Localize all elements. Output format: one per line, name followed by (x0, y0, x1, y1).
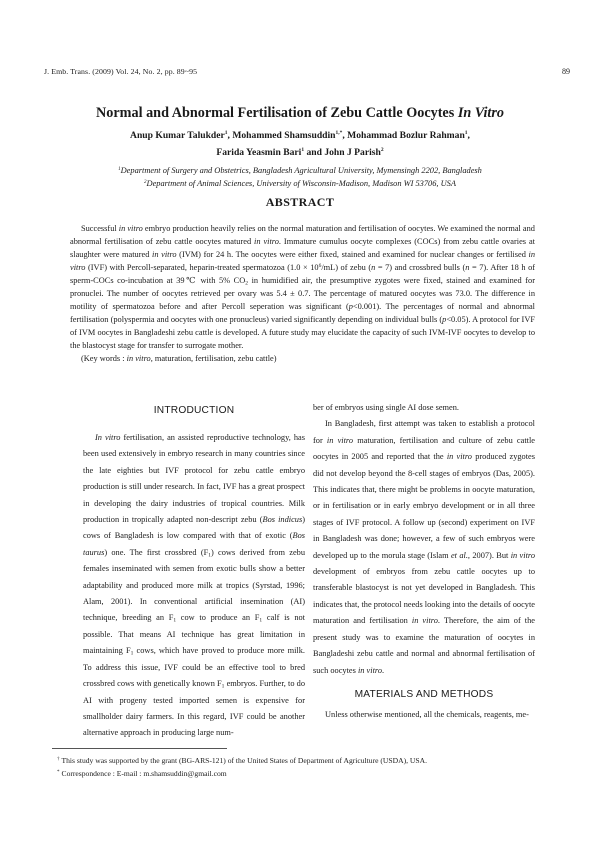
affiliation-mark: 1 (118, 167, 121, 172)
introduction-paragraph (83, 430, 305, 742)
affiliation-text: Department of Animal Sciences, University of Wisconsin-Madison, Madison WI 53706, USA (146, 179, 456, 188)
author-affiliation-mark: 2 (380, 147, 384, 153)
abstract-text: (IVM) for 24 h. The oocytes were either fixed, stained and examined for nuclear changes or fertilised (176, 250, 529, 259)
footnote-mark: † (57, 756, 60, 762)
column-right (313, 400, 535, 679)
intro-text: cows, which have proved to produce more milk. To address this issue, IVF could be an effective tool to bred crossbred cows with genetically known F (83, 646, 306, 689)
running-head: J. Emb. Trans. (2009) Vol. 24, No. 2, pp. 89~95 (44, 67, 198, 76)
abstract-subscript: 2 (245, 280, 249, 287)
author-separator: , (467, 130, 470, 141)
intro-italic: in vitro (326, 435, 354, 445)
keywords-text: , maturation, fertilisation, zebu cattle) (150, 354, 277, 363)
intro-italic: in vitro (357, 665, 382, 675)
title-italic: In Vitro (457, 105, 504, 121)
abstract-italic: in vitro (254, 237, 279, 246)
footnote (57, 767, 552, 780)
introduction-heading: INTRODUCTION (153, 405, 235, 416)
author-affiliation-mark: 1 (464, 130, 468, 136)
footnote (57, 754, 552, 767)
intro-text: ) cows of Bangladesh is low compared with that of exotic ( (83, 515, 305, 541)
intro-subscript: 1 (221, 683, 225, 690)
author-affiliation-mark: 1 (224, 130, 228, 136)
abstract-text: . Immature cumulus oocyte complexes (COCs) from zebu cattle ovaries at slaughter were matured (70, 237, 536, 259)
abstract-text: = 7) and crossbred bulls ( (375, 263, 466, 272)
abstract-text: embryo production heavily relies on the normal maturation and fertilisation of oocytes. We examined the normal and abnormal fertilisation of zebu cattle oocytes matured (70, 224, 535, 246)
author-separator: and (304, 147, 325, 158)
intro-subscript: 1 (173, 617, 177, 624)
affiliation-mark: 2 (144, 180, 147, 185)
footnote-text: This study was supported by the grant (BG-ARS-121) of the United States of Department of Agriculture (USDA), USA. (61, 755, 427, 765)
methods-paragraph: Unless otherwise mentioned, all the chemicals, reagents, me- (325, 709, 529, 719)
page-number: 89 (562, 67, 570, 76)
methods-heading: MATERIALS AND METHODS (354, 688, 494, 700)
abstract-italic: n (371, 263, 376, 272)
intro-text: . (382, 665, 385, 675)
abstract-text: <0.001). The percentages of normal and abnormal fertilisation (polyspermia and oocytes with one pronucleus) varied significantly depending on individual bulls ( (70, 302, 536, 324)
author-affiliation-mark: 1,* (335, 130, 343, 136)
intro-text: . Therefore, the aim of the present study was to examine the maturation of oocytes in Bangladeshi zebu cattle and normal and abnormal fertilisation of such oocytes (313, 616, 535, 675)
abstract-text: (IVF) with Percoll-separated, heparin-treated spermatozoa (1.0 × 10 (85, 263, 319, 272)
abstract-italic: n (465, 263, 470, 272)
footnotes (57, 754, 552, 780)
author: Farida Yeasmin Bari (216, 147, 302, 158)
title-main: Normal and Abnormal Fertilisation of Zebu Cattle Oocytes (96, 105, 458, 121)
affiliation (0, 177, 600, 190)
affiliation-text: Department of Surgery and Obstetrics, Bangladesh Agricultural University, Mymensingh 2202, Bangladesh (120, 166, 482, 175)
introduction-paragraph-continued: ber of embryos using single AI dose semen. (313, 403, 459, 412)
intro-subscript: 1 (130, 650, 134, 657)
abstract-heading: ABSTRACT (265, 195, 335, 209)
intro-text: , 2007). But (467, 550, 511, 560)
column-left (83, 430, 305, 742)
intro-text: ) one. The first crossbred (F (104, 547, 209, 557)
abstract-text: /mL) of zebu ( (321, 263, 372, 272)
footnote-mark: * (57, 769, 60, 775)
intro-text: ) cows derived from zebu females inseminated with semen from exotic bulls show a better adaptability and produced more milk at tropics (Syrstad, 1996; Alam, 2001). In conventional artificial insemination (AI) technique, breeding an F (83, 547, 305, 623)
abstract-paragraph (70, 222, 535, 352)
author: Mohammed Shamsuddin (232, 130, 336, 141)
footnote-divider (52, 748, 227, 749)
author: Anup Kumar Talukder (130, 130, 225, 141)
intro-text: cow to produce an F (176, 613, 260, 623)
keywords-italic: in vitro (126, 354, 151, 363)
intro-text: fertilisation, an assisted reproductive technology, has been used extensively in embryo research in many countries since the late eighties but IVF protocol for zebu cattle embryo production is still under research. In fact, IVF has a great prospect in developing the dairy industries of tropical countries. Milk production in tropically adapted non-descript zebu ( (83, 433, 305, 525)
footnote-text: Correspondence : E-mail : m.shamsuddin@gmail.com (61, 768, 227, 778)
author: Mohammad Bozlur Rahman (347, 130, 465, 141)
abstract-text: <0.05). A protocol for IVF of IVM oocytes in Bangladeshi zebu cattle is developed. A future study may elucidate the capacity of such IVM-IVF oocytes to develop to the blastocyst stage for transfer to surrogate mother. (70, 315, 535, 350)
abstract-text: Successful (81, 224, 119, 233)
intro-italic: Bos indicus (262, 515, 303, 525)
abstract-italic: in vitro (152, 250, 177, 259)
footnote-block (52, 748, 552, 780)
intro-italic: et al. (450, 550, 468, 560)
intro-subscript: 1 (259, 617, 263, 624)
intro-text: maturation, fertilisation and culture of zebu cattle oocytes in 2005 and reported that the (313, 435, 535, 462)
author-affiliation-mark: 1 (301, 147, 305, 153)
abstract-italic: in vitro (118, 224, 143, 233)
abstract-body (70, 222, 535, 365)
intro-text: calf is not possible. That means AI technique has great limitation in maintaining F (83, 613, 305, 656)
introduction-paragraph (313, 416, 535, 679)
paper-title (0, 105, 600, 122)
author: John J Parish (324, 147, 381, 158)
affiliation (0, 164, 600, 177)
intro-text: produced zygotes did not develop beyond the 8-cell stages of embryos (Das, 2005). This indicates that, there might be problems in oocyte maturation, or in fertilisation or in early embryo development or in all three stages of IVF protocol. A follow up (second) experiment on IVF in Bangladesh was done; however, a few of such embryos were developed up to the morula stage (Islam (313, 452, 535, 560)
intro-italic: in vitro (510, 550, 536, 560)
keywords-text: (Key words : (81, 354, 127, 363)
intro-text: In Bangladesh, first attempt was taken to establish a protocol for (313, 419, 535, 445)
abstract-superscript: 6 (318, 263, 322, 269)
abstract-text: in humidified air, the presumptive zygotes were fixed, stained and examined for pronuclei. The number of oocytes retrieved per ovary was 5.4 ± 0.7. The percentage of matured oocytes was 73.0. The difference in motility of spermatozoa before and after Percoll seperation was significant ( (70, 276, 535, 311)
intro-text: development of embryos from zebu cattle oocytes up to transferable blastocyst is not yet developed in Bangladesh. This indicates that, the protocol needs looking into the details of oocyte maturation and fertilisation (313, 567, 535, 626)
abstract-italic: p (442, 315, 447, 324)
intro-subscript: 1 (208, 552, 211, 559)
author-separator: , (227, 130, 233, 141)
abstract-italic: in vitro (70, 250, 535, 272)
author-separator: , (342, 130, 348, 141)
intro-italic: Bos taurus (83, 531, 305, 557)
affiliations (0, 164, 600, 190)
keywords (70, 352, 535, 365)
author-list (0, 127, 600, 161)
intro-italic: in vitro (411, 616, 438, 626)
abstract-italic: p (348, 302, 353, 311)
intro-italic: In vitro (95, 433, 121, 442)
intro-text: embryos. Further, to do AI with progeny tested imported semen is expensive for smallholder dairy farmers. In this regard, IVF could be another alternative approach in producing large num- (83, 679, 305, 738)
intro-italic: in vitro (446, 452, 472, 462)
abstract-text: = 7). After 18 h of sperm-COCs co-incubation at 39℃ with 5% CO (70, 263, 536, 285)
